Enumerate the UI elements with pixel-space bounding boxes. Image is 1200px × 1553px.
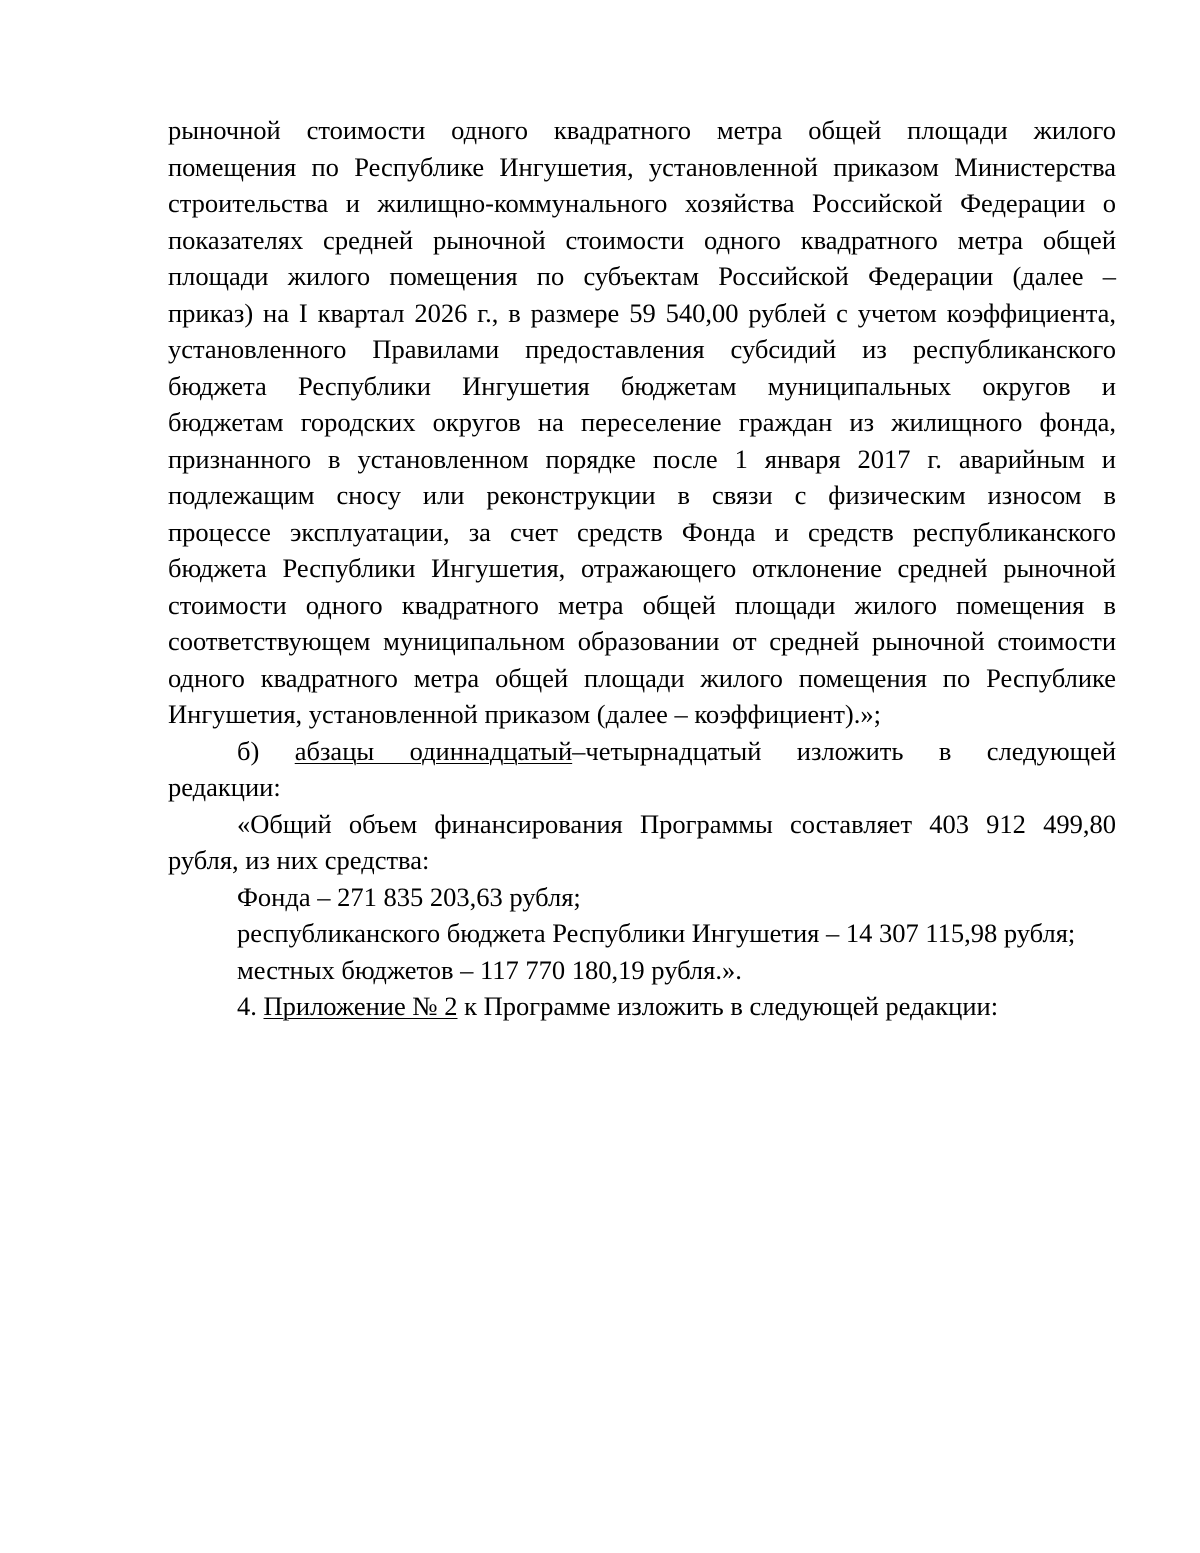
text-line: стоимости одного квадратного метра общей площади жилого помещения в: [168, 589, 1116, 620]
appendix-link[interactable]: Приложение № 2: [263, 991, 458, 1021]
text-line: одного квадратного метра общей площади жилого помещения по Республике: [168, 662, 1116, 693]
document-body: [168, 112, 1116, 1025]
paragraph-continuation: [168, 112, 1116, 733]
text-line: площади жилого помещения по субъектам Российской Федерации (далее –: [168, 261, 1116, 291]
text-line: «Общий объем финансирования Программы составляет 403 912 499,80: [237, 808, 1116, 839]
text-line: показателях средней рыночной стоимости одного квадратного метра общей: [168, 224, 1116, 255]
paragraph-item-4: [168, 988, 1116, 1025]
paragraph-financing: [168, 806, 1116, 879]
text-line: соответствующем муниципальном образовании от средней рыночной стоимости: [168, 626, 1116, 656]
text-line: строительства и жилищно-коммунального хозяйства Российской Федерации о: [168, 188, 1116, 218]
text-line: бюджета Республики Ингушетия бюджетам муниципальных округов и: [168, 370, 1116, 401]
paragraphs-link[interactable]: абзацы одиннадцатый: [294, 735, 573, 766]
funding-republic-line: республиканского бюджета Республики Ингушетия – 14 307 115,98 рубля;: [237, 918, 1076, 948]
text-line: бюджета Республики Ингушетия, отражающего отклонение средней рыночной: [168, 553, 1116, 583]
text-line: рубля, из них средства:: [168, 845, 430, 875]
text-fragment: к Программе изложить в следующей редакции:: [457, 991, 999, 1021]
text-line: приказ) на I квартал 2026 г., в размере 59 540,00 рублей с учетом коэффициента,: [168, 297, 1116, 328]
text-line: рыночной стоимости одного квадратного метра общей площади жилого: [168, 115, 1116, 145]
text-line: Ингушетия, установленной приказом (далее – коэффициент).»;: [168, 699, 881, 729]
text-fragment: –четырнадцатый: [572, 735, 762, 766]
paragraph-item-b: [168, 733, 1116, 806]
text-fragment: изложить в следующей: [761, 735, 1117, 766]
funding-fund-line: Фонда – 271 835 203,63 рубля;: [237, 881, 581, 912]
text-line: помещения по Республике Ингушетия, установленной приказом Министерства: [168, 151, 1116, 182]
item-label: б): [237, 735, 295, 766]
text-line: бюджетам городских округов на переселение граждан из жилищного фонда,: [168, 407, 1116, 437]
text-line: подлежащим сносу или реконструкции в связи с физическим износом в: [168, 480, 1116, 510]
text-line: установленного Правилами предоставления субсидий из республиканского: [168, 334, 1116, 364]
text-line: редакции:: [168, 772, 281, 802]
funding-local-line: местных бюджетов – 117 770 180,19 рубля.».: [237, 954, 742, 985]
text-line: процессе эксплуатации, за счет средств Фонда и средств республиканского: [168, 516, 1116, 547]
text-line: [168, 733, 1116, 770]
item-number: 4.: [237, 991, 264, 1021]
text-line: признанного в установленном порядке после 1 января 2017 г. аварийным и: [168, 443, 1116, 474]
